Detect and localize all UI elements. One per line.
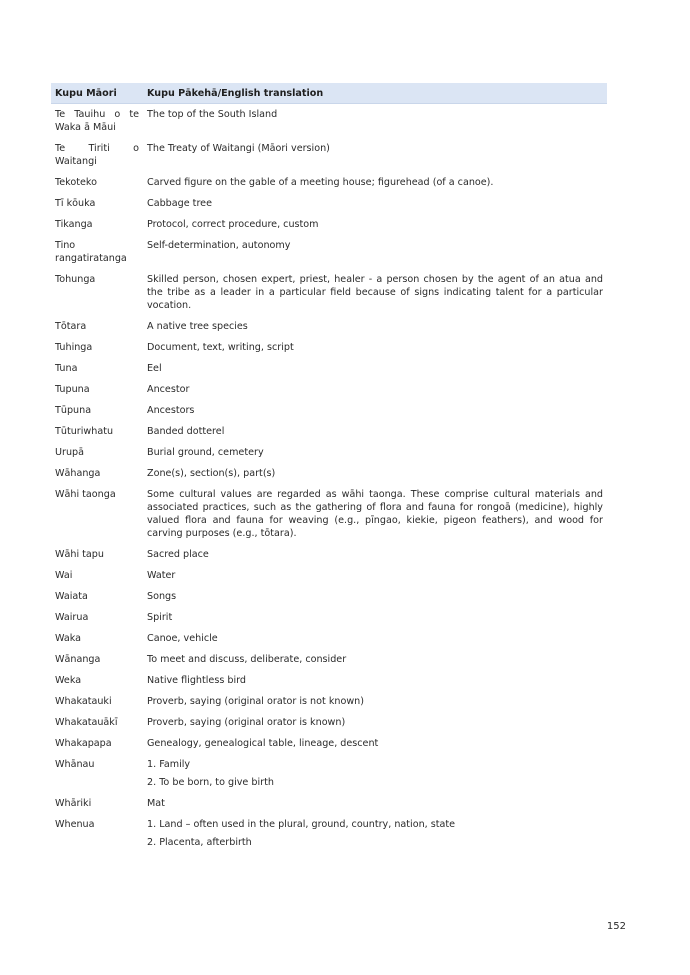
term-cell: Wāhanga: [55, 468, 101, 479]
term-cell: Whāriki: [55, 798, 92, 809]
table-row: [51, 358, 607, 379]
translation-cell: [143, 235, 607, 269]
translation-cell: [143, 172, 607, 193]
translation-cell: [143, 104, 607, 139]
table-row: [51, 463, 607, 484]
translation-text: Canoe, vehicle: [147, 633, 218, 644]
table-row: [51, 649, 607, 670]
translation-text: Protocol, correct procedure, custom: [147, 219, 319, 230]
translation-cell: [143, 379, 607, 400]
table-row: [51, 316, 607, 337]
term-cell: Wānanga: [55, 654, 101, 665]
table-row: [51, 379, 607, 400]
table-row: [51, 138, 607, 172]
term-cell: Te Tauihu o te Waka ā Māui: [55, 109, 139, 133]
translation-text: Songs: [147, 591, 177, 602]
translation-text: 2. Placenta, afterbirth: [147, 837, 252, 848]
translation-cell: [143, 193, 607, 214]
translation-text: Ancestor: [147, 384, 190, 395]
table-row: [51, 793, 607, 814]
table-row: [51, 733, 607, 754]
term-cell: Waiata: [55, 591, 88, 602]
translation-text: Burial ground, cemetery: [147, 447, 264, 458]
column-header-translation: Kupu Pākehā/English translation: [143, 83, 607, 104]
term-cell: Tikanga: [55, 219, 93, 230]
translation-text: 1. Land – often used in the plural, ground, country, nation, state: [147, 819, 456, 830]
table-row: [51, 754, 607, 793]
translation-cell: [143, 269, 607, 316]
term-cell: Whānau: [55, 759, 95, 770]
term-cell: Wairua: [55, 612, 89, 623]
table-row: [51, 607, 607, 628]
translation-cell: [143, 358, 607, 379]
translation-cell: [143, 565, 607, 586]
translation-text: Document, text, writing, script: [147, 342, 294, 353]
table-row: [51, 172, 607, 193]
table-row: [51, 442, 607, 463]
glossary-body: [51, 104, 607, 854]
translation-cell: [143, 754, 607, 793]
translation-cell: [143, 586, 607, 607]
translation-cell: [143, 484, 607, 544]
table-row: [51, 586, 607, 607]
term-cell: Tino rangatiratanga: [55, 240, 127, 264]
term-cell: Whakapapa: [55, 738, 112, 749]
table-row: [51, 484, 607, 544]
translation-cell: [143, 712, 607, 733]
translation-text: Banded dotterel: [147, 426, 225, 437]
translation-text: Eel: [147, 363, 162, 374]
table-row: [51, 691, 607, 712]
translation-cell: [143, 691, 607, 712]
translation-text: Genealogy, genealogical table, lineage, descent: [147, 738, 379, 749]
term-cell: Whenua: [55, 819, 95, 830]
table-row: [51, 565, 607, 586]
term-cell: Urupā: [55, 447, 85, 458]
translation-cell: [143, 544, 607, 565]
translation-text: Spirit: [147, 612, 173, 623]
term-cell: Tohunga: [55, 274, 96, 285]
translation-cell: [143, 607, 607, 628]
table-row: [51, 193, 607, 214]
translation-cell: [143, 463, 607, 484]
translation-text: Water: [147, 570, 176, 581]
translation-text: The Treaty of Waitangi (Māori version): [147, 143, 330, 154]
term-cell: Tekoteko: [55, 177, 97, 188]
translation-cell: [143, 793, 607, 814]
term-cell: Waka: [55, 633, 82, 644]
translation-cell: [143, 214, 607, 235]
term-cell: Te Tiriti o Waitangi: [55, 143, 139, 167]
translation-text: Proverb, saying (original orator is not known): [147, 696, 364, 707]
term-cell: Wāhi tapu: [55, 549, 104, 560]
translation-text: Carved figure on the gable of a meeting house; figurehead (of a canoe).: [147, 177, 494, 188]
table-row: [51, 421, 607, 442]
term-cell: Whakatauākī: [55, 717, 118, 728]
translation-text: 1. Family: [147, 759, 191, 770]
translation-text: The top of the South Island: [147, 109, 278, 120]
translation-cell: [143, 733, 607, 754]
translation-cell: [143, 400, 607, 421]
translation-cell: [143, 316, 607, 337]
table-row: [51, 544, 607, 565]
term-cell: Tupuna: [55, 384, 90, 395]
term-cell: Tuna: [55, 363, 78, 374]
translation-text: Zone(s), section(s), part(s): [147, 468, 276, 479]
translation-text: Mat: [147, 798, 165, 809]
term-cell: Tūpuna: [55, 405, 92, 416]
table-row: [51, 235, 607, 269]
term-cell: Tī kōuka: [55, 198, 96, 209]
term-cell: Weka: [55, 675, 82, 686]
translation-cell: [143, 814, 607, 853]
translation-text: To meet and discuss, deliberate, consider: [147, 654, 347, 665]
translation-cell: [143, 442, 607, 463]
term-cell: Whakatauki: [55, 696, 112, 707]
glossary-table: [51, 83, 607, 853]
translation-text: Ancestors: [147, 405, 195, 416]
translation-cell: [143, 649, 607, 670]
table-header-row: [51, 83, 607, 104]
page-number: 152: [606, 921, 626, 932]
translation-text: Skilled person, chosen expert, priest, healer - a person chosen by the agent of an atua and the tribe as a leader in a particular field because of signs indicating talent for a particular vocation.: [147, 274, 603, 311]
table-row: [51, 104, 607, 139]
table-row: [51, 814, 607, 853]
term-cell: Tuhinga: [55, 342, 93, 353]
translation-text: Proverb, saying (original orator is known): [147, 717, 346, 728]
term-cell: Wāhi taonga: [55, 489, 116, 500]
term-cell: Wai: [55, 570, 73, 581]
translation-text: 2. To be born, to give birth: [147, 777, 274, 788]
translation-text: Cabbage tree: [147, 198, 212, 209]
translation-text: Some cultural values are regarded as wāhi taonga. These comprise cultural materials and associated practices, such as the gathering of flora and fauna for rongoā (medicine), highly valued flora and fauna for weaving (e.g., pīngao, kiekie, pigeon feathers), and wood for carving purposes (e.g., tōtara).: [147, 489, 603, 539]
table-row: [51, 214, 607, 235]
translation-text: Native flightless bird: [147, 675, 246, 686]
term-cell: Tūturiwhatu: [55, 426, 114, 437]
translation-cell: [143, 337, 607, 358]
table-row: [51, 712, 607, 733]
translation-cell: [143, 138, 607, 172]
translation-cell: [143, 670, 607, 691]
table-row: [51, 269, 607, 316]
translation-text: Self-determination, autonomy: [147, 240, 291, 251]
term-cell: Tōtara: [55, 321, 87, 332]
column-header-term: Kupu Māori: [51, 83, 143, 104]
translation-text: Sacred place: [147, 549, 209, 560]
translation-text: A native tree species: [147, 321, 248, 332]
table-row: [51, 628, 607, 649]
table-row: [51, 400, 607, 421]
table-row: [51, 337, 607, 358]
translation-cell: [143, 628, 607, 649]
table-row: [51, 670, 607, 691]
translation-cell: [143, 421, 607, 442]
